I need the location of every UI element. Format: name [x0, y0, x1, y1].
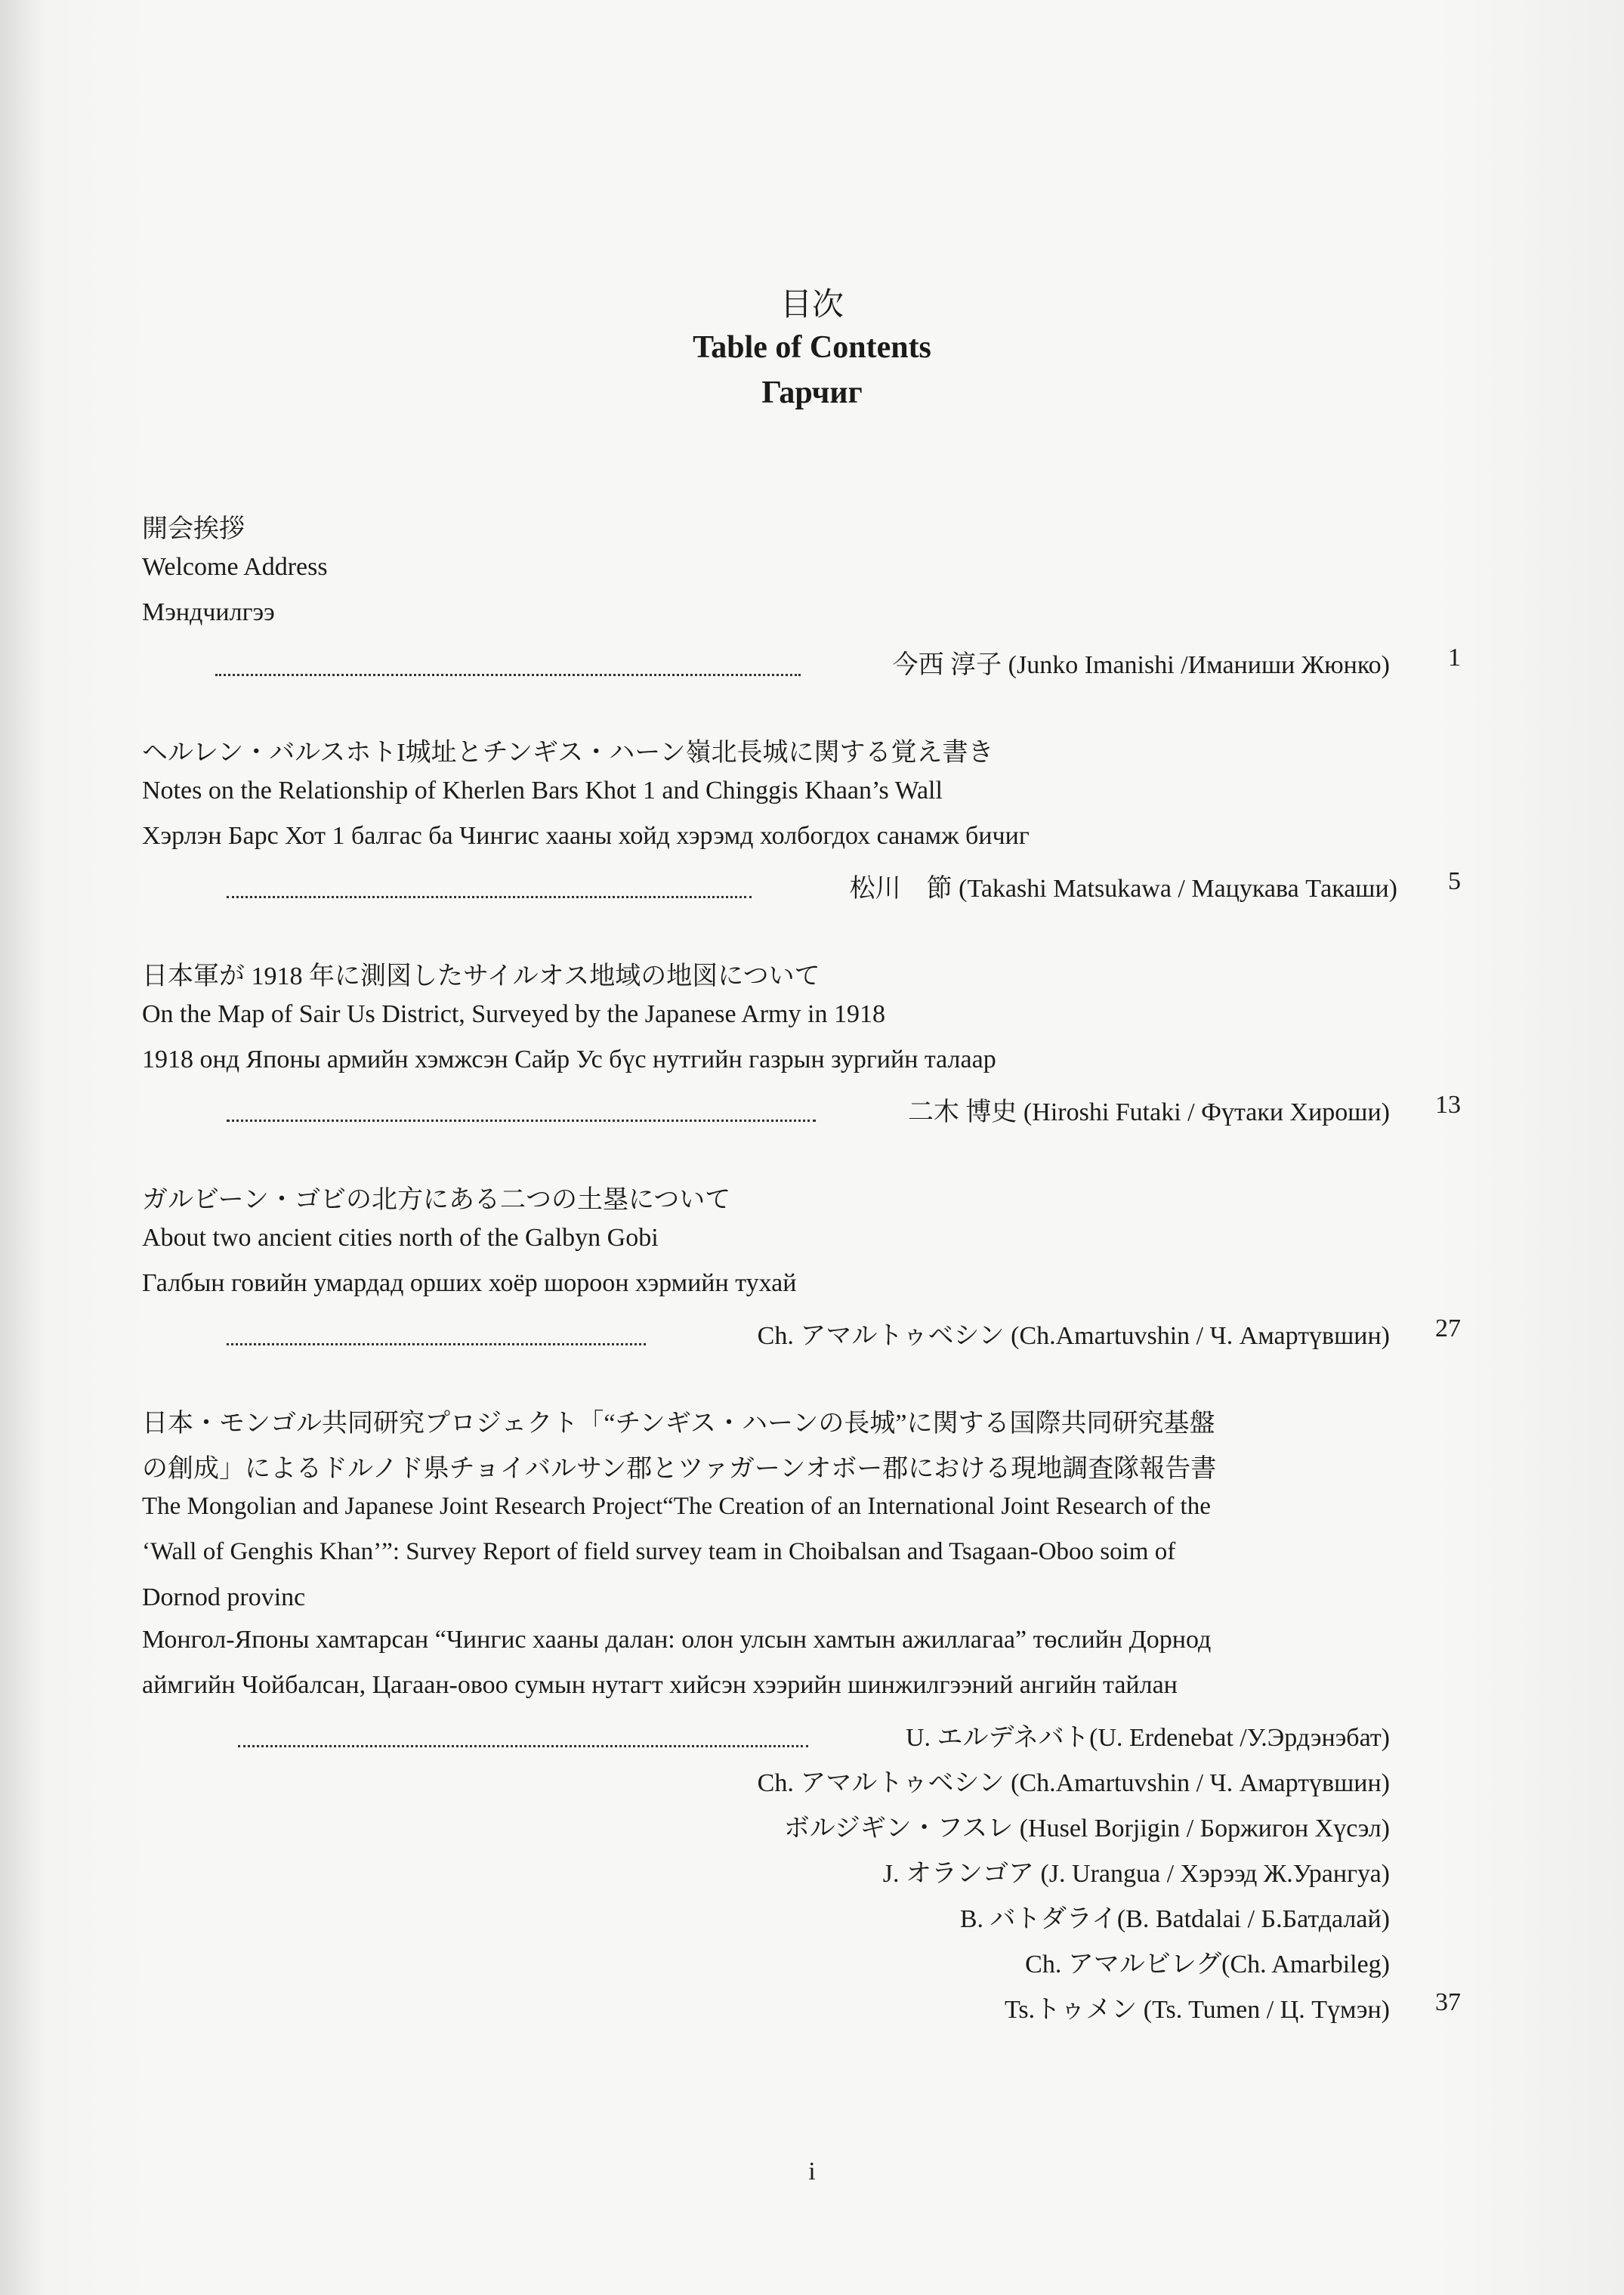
entry-5-author-2: Ch. アマルトゥベシン (Ch.Amartuvshin / Ч. Амартүвшин) [757, 1769, 1390, 1797]
entry-3-page: 13 [1435, 1091, 1461, 1119]
entry-5-author-6: Ch. アマルビレグ(Ch. Amarbileg) [1025, 1951, 1390, 1978]
entry-4-page: 27 [1435, 1314, 1461, 1342]
entry-1-title-mn: Мэндчилгээ [142, 598, 275, 626]
entry-5-title-en-3: Dornod provinc [142, 1583, 306, 1611]
toc-title-jp: 目次 [780, 288, 844, 323]
entry-2-title-mn: Хэрлэн Барс Хот 1 балгас ба Чингис хааны хойд хэрэмд холбогдох санамж бичиг [142, 822, 1030, 850]
entry-1-leader [215, 674, 801, 676]
entry-1-page: 1 [1448, 644, 1461, 672]
entry-2-author: 松川 節 (Takashi Matsukawa / Мацукава Такаши) [849, 875, 1397, 903]
entry-4-leader [227, 1343, 646, 1345]
entry-2-title-en: Notes on the Relationship of Kherlen Bars Khot 1 and Chinggis Khaan’s Wall [142, 777, 943, 805]
entry-5-author-1: U. エルデネバト(U. Erdenebat /У.Эрдэнэбат) [905, 1724, 1390, 1752]
entry-5-title-en-2: ‘Wall of Genghis Khan’”: Survey Report of field survey team in Choibalsan and Tsagaan-Oboo soim of [142, 1538, 1176, 1565]
entry-4-title-mn: Галбын говийн умардад орших хоёр шороон хэрмийн тухай [142, 1269, 797, 1297]
entry-2-title-jp: ヘルレン・バルスホトI城址とチンギス・ハーン嶺北長城に関する覚え書き [142, 739, 994, 767]
page-footer-number: i [808, 2158, 816, 2185]
entry-5-title-jp-2: の創成」によるドルノド県チョイバルサン郡とツァガーンオボー郡における現地調査隊報告書 [142, 1455, 1217, 1483]
entry-2-leader [227, 896, 752, 898]
toc-title-en: Table of Contents [693, 330, 931, 365]
entry-5-title-jp-1: 日本・モンゴル共同研究プロジェクト「“チンギス・ハーンの長城”に関する国際共同研究基盤 [142, 1410, 1215, 1438]
entry-5-title-en-1: The Mongolian and Japanese Joint Research Project“The Creation of an International Joint Research of the [142, 1493, 1211, 1520]
entry-4-title-jp: ガルビーン・ゴビの北方にある二つの土塁について [142, 1186, 731, 1214]
entry-4-title-en: About two ancient cities north of the Galbyn Gobi [142, 1224, 659, 1252]
entry-3-leader [227, 1120, 816, 1122]
entry-1-title-jp: 開会挨拶 [142, 515, 245, 543]
entry-4-author: Ch. アマルトゥベシン (Ch.Amartuvshin / Ч. Амартүвшин) [757, 1322, 1390, 1350]
entry-1-author: 今西 淳子 (Junko Imanishi /Иманиши Жюнко) [892, 651, 1390, 679]
entry-3-title-mn: 1918 онд Японы армийн хэмжсэн Сайр Ус бүс нутгийн газрын зургийн талаар [142, 1046, 996, 1073]
toc-title-mn: Гарчиг [761, 375, 863, 410]
entry-5-page: 37 [1435, 1988, 1461, 2016]
entry-5-author-4: J. オランゴア (J. Urangua / Хэрээд Ж.Урангуа) [882, 1860, 1390, 1888]
entry-3-title-jp: 日本軍が 1918 年に測図したサイルオス地域の地図について [142, 962, 820, 990]
entry-5-title-mn-1: Монгол-Японы хамтарсан “Чингис хааны далан: олон улсын хамтын ажиллагаа” төслийн Дорнод [142, 1626, 1212, 1654]
entry-2-page: 5 [1448, 867, 1461, 895]
entry-5-author-3: ボルジギン・フスレ (Husel Borjigin / Боржигон Хүсэл) [783, 1815, 1390, 1842]
entry-3-title-en: On the Map of Sair Us District, Surveyed by the Japanese Army in 1918 [142, 1000, 885, 1028]
entry-5-leader [238, 1745, 808, 1747]
entry-5-author-7: Ts.トゥメン (Ts. Tumen / Ц. Түмэн) [1004, 1996, 1390, 2024]
entry-5-author-5: B. バトダライ(B. Batdalai / Б.Батдалай) [959, 1905, 1390, 1933]
entry-5-title-mn-2: аймгийн Чойбалсан, Цагаан-овоо сумын нутагт хийсэн хээрийн шинжилгээний ангийн тайлан [142, 1671, 1178, 1699]
entry-1-title-en: Welcome Address [142, 553, 328, 581]
entry-3-author: 二木 博史 (Hiroshi Futaki / Фүтаки Хироши) [907, 1098, 1390, 1126]
